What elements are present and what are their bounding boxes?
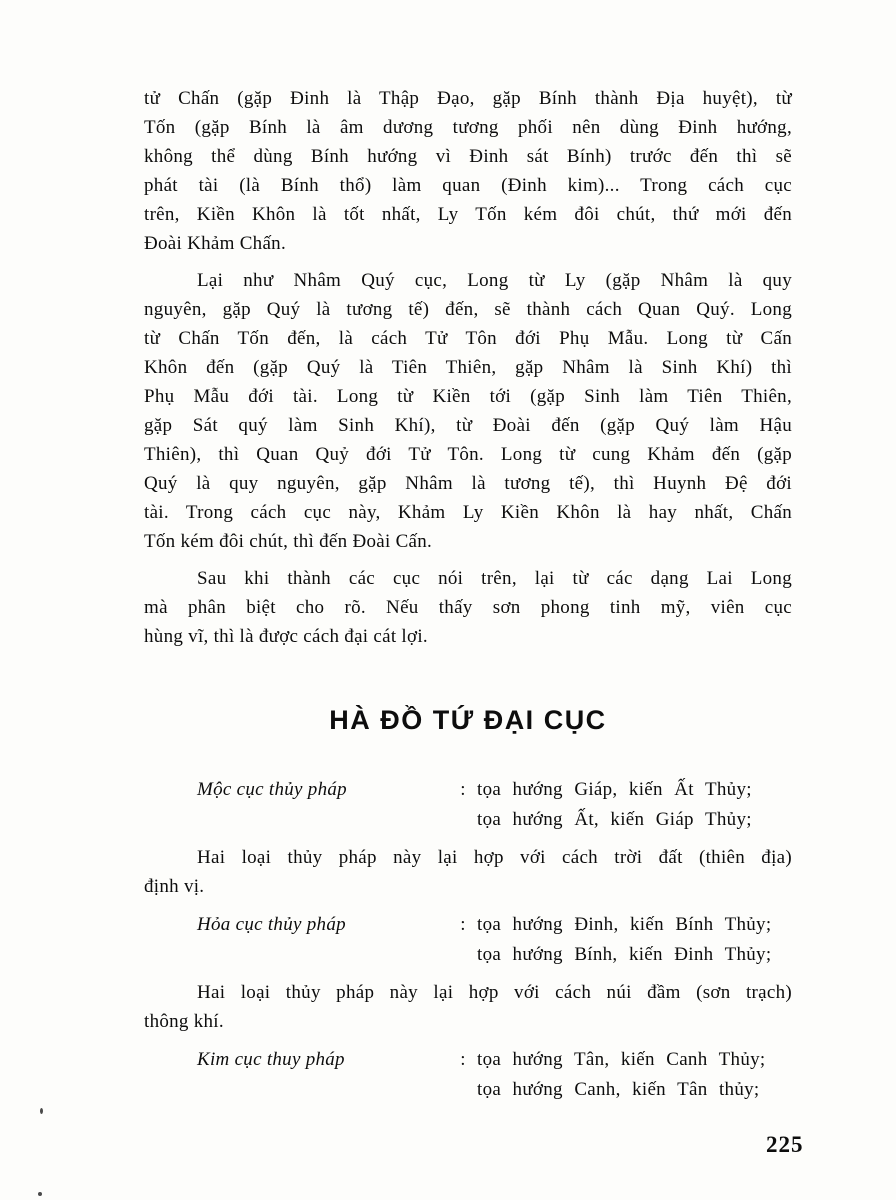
- entry-value-line: tọa hướng Bính, kiến Đinh Thủy;: [477, 944, 772, 965]
- text-line: hùng vĩ, thì là được cách đại cát lợi.: [144, 626, 428, 647]
- text-line: trên, Kiền Khôn là tốt nhất, Ly Tốn kém đôi chút, thứ mới đến: [144, 204, 792, 225]
- text-line: Sau khi thành các cục nói trên, lại từ các dạng Lai Long: [197, 568, 792, 589]
- scan-speck: [40, 1108, 43, 1114]
- text-line: Tốn (gặp Bính là âm dương tương phối nên dùng Đinh hướng,: [144, 117, 792, 138]
- entry-value-line: tọa hướng Tân, kiến Canh Thủy;: [477, 1049, 766, 1070]
- paragraph: [144, 564, 792, 651]
- text-line: Lại như Nhâm Quý cục, Long từ Ly (gặp Nhâm là quy: [197, 270, 792, 291]
- text-line: Thiên), thì Quan Quỷ đới Tử Tôn. Long từ cung Khảm đến (gặp: [144, 444, 792, 465]
- text-block: [144, 84, 792, 1112]
- text-line: Khôn đến (gặp Quý là Tiên Thiên, gặp Nhâm là Sinh Khí) thì: [144, 357, 792, 378]
- text-line: tài. Trong cách cục này, Khảm Ly Kiền Khôn là hay nhất, Chấn: [144, 502, 792, 523]
- paragraph: [144, 266, 792, 556]
- entry-label: Mộc cục thủy pháp: [197, 779, 347, 800]
- water-method-entry: [197, 775, 792, 835]
- water-method-entry: [197, 910, 792, 970]
- paragraph: [144, 84, 792, 258]
- entry-value-line: tọa hướng Đinh, kiến Bính Thủy;: [477, 914, 772, 935]
- water-method-entry: [197, 1045, 792, 1105]
- text-line: phát tài (là Bính thổ) làm quan (Đinh kim)... Trong cách cục: [144, 175, 792, 196]
- text-line: thông khí.: [144, 1011, 224, 1032]
- text-line: nguyên, gặp Quý là tương tế) đến, sẽ thành cách Quan Quý. Long: [144, 299, 792, 320]
- entry-separator: :: [460, 1049, 466, 1070]
- text-line: Quý là quy nguyên, gặp Nhâm là tương tế), thì Huynh Đệ đới: [144, 473, 792, 494]
- text-line: tử Chấn (gặp Đinh là Thập Đạo, gặp Bính thành Địa huyệt), từ: [144, 88, 792, 109]
- text-line: từ Chấn Tốn đến, là cách Tử Tôn đới Phụ Mẫu. Long từ Cấn: [144, 328, 792, 349]
- text-line: Phụ Mẫu đới tài. Long từ Kiền tới (gặp Sinh làm Tiên Thiên,: [144, 386, 792, 407]
- entry-values: [477, 775, 792, 835]
- section-heading: HÀ ĐỒ TỨ ĐẠI CỤC: [329, 705, 607, 735]
- paragraph: [144, 843, 792, 901]
- entry-separator: :: [460, 779, 466, 800]
- paragraph: [144, 978, 792, 1036]
- entry-value-line: tọa hướng Canh, kiến Tân thủy;: [477, 1079, 760, 1100]
- text-line: không thể dùng Bính hướng vì Đinh sát Bính) trước đến thì sẽ: [144, 146, 792, 167]
- text-line: gặp Sát quý làm Sinh Khí), từ Đoài đến (gặp Quý làm Hậu: [144, 415, 792, 436]
- entry-value-line: tọa hướng Ất, kiến Giáp Thủy;: [477, 809, 752, 830]
- text-line: Hai loại thủy pháp này lại hợp với cách núi đầm (sơn trạch): [197, 982, 792, 1003]
- entry-separator: :: [460, 914, 466, 935]
- scan-speck: [38, 1192, 42, 1196]
- text-line: Hai loại thủy pháp này lại hợp với cách trời đất (thiên địa): [197, 847, 792, 868]
- entry-value-line: tọa hướng Giáp, kiến Ất Thủy;: [477, 779, 752, 800]
- entry-label: Hỏa cục thủy pháp: [197, 914, 346, 935]
- text-line: định vị.: [144, 876, 205, 897]
- entry-values: [477, 1045, 792, 1105]
- text-line: Tốn kém đôi chút, thì đến Đoài Cấn.: [144, 531, 433, 552]
- text-line: Đoài Khảm Chấn.: [144, 233, 286, 254]
- text-line: mà phân biệt cho rõ. Nếu thấy sơn phong tinh mỹ, viên cục: [144, 597, 792, 618]
- entry-values: [477, 910, 792, 970]
- entry-label: Kim cục thuy pháp: [197, 1049, 345, 1070]
- page-number: 225: [766, 1132, 804, 1157]
